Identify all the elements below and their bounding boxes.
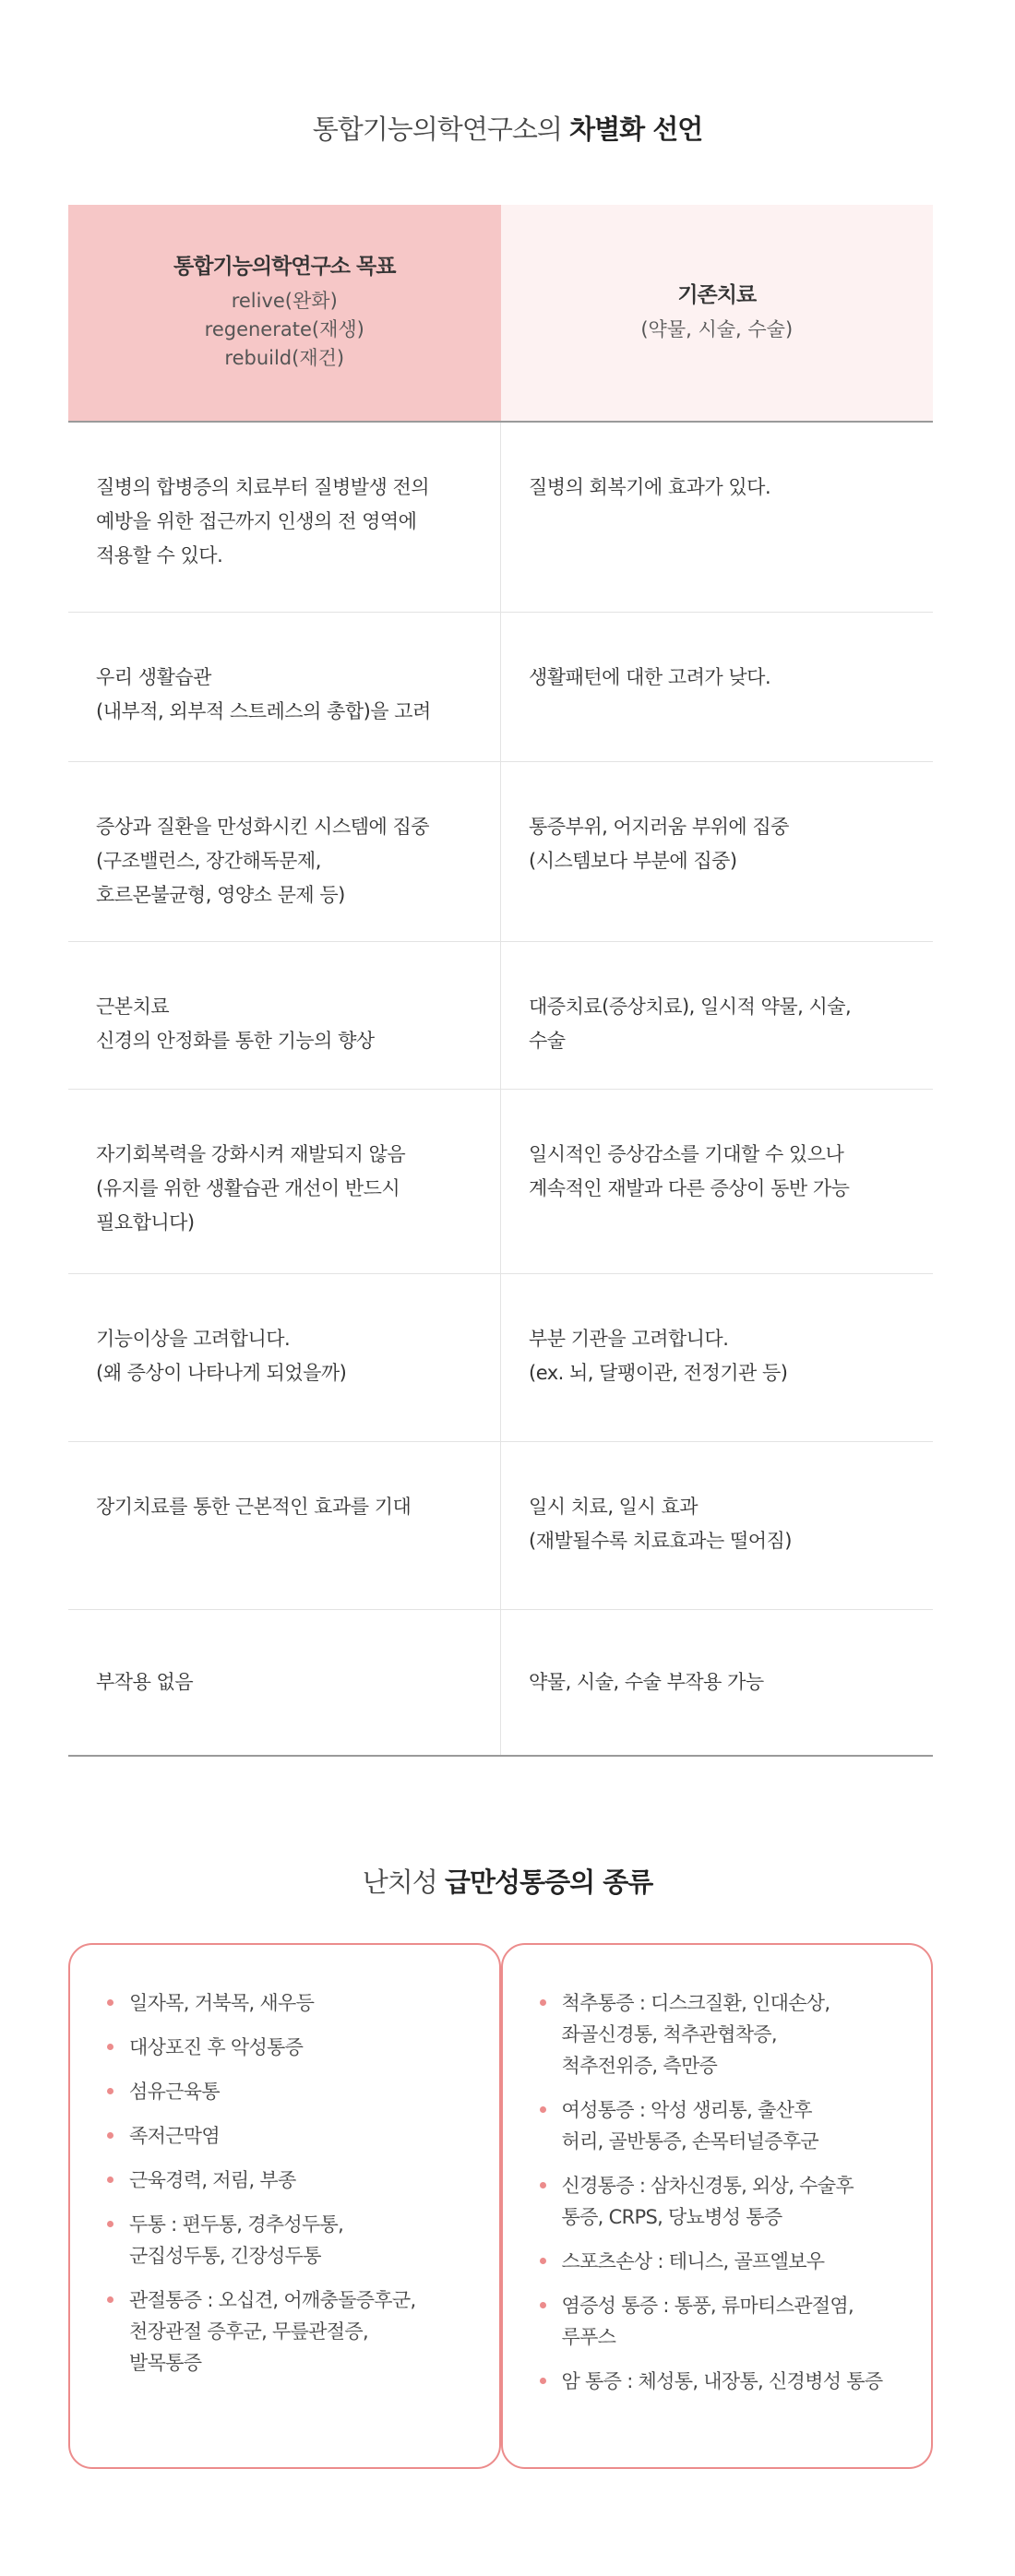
list-item-text: 대상포진 후 악성통증: [129, 2036, 304, 2058]
row-cell-conventional: 통증부위, 어지러움 부위에 집중 (시스템보다 부분에 집중): [529, 816, 789, 872]
row-cell-institute: 장기치료를 통한 근본적인 효과를 기대: [68, 1442, 501, 1609]
header-cell-institute-goal: [68, 205, 501, 421]
bullet-dot-icon: [540, 1999, 546, 2006]
section-title-prefix: 통합기능의학연구소의: [312, 113, 570, 145]
table-row: [68, 762, 933, 942]
list-item-text: 스포츠손상 : 테니스, 골프엘보우: [561, 2250, 825, 2272]
pain-types-box-left: [68, 1943, 501, 2469]
header-title: 기존치료: [677, 283, 757, 307]
table-row: [68, 613, 933, 762]
list-item-text: 일자목, 거북목, 새우등: [129, 1992, 315, 2014]
table-row: [68, 942, 933, 1090]
row-cell-institute: 자기회복력을 강화시켜 재발되지 않음 (유지를 위한 생활습관 개선이 반드시 필요합니다): [68, 1090, 501, 1273]
bullet-dot-icon: [540, 2182, 546, 2188]
list-item: [107, 2032, 481, 2063]
row-cell-conventional: 일시 치료, 일시 효과 (재발될수록 치료효과는 떨어짐): [529, 1496, 792, 1552]
pain-types-list: [107, 1987, 481, 2379]
list-item: [107, 1987, 481, 2019]
pain-types-list: [540, 1987, 914, 2397]
row-cell-conventional: 부분 기관을 고려합니다. (ex. 뇌, 달팽이관, 전정기관 등): [529, 1328, 788, 1384]
bullet-dot-icon: [540, 2302, 546, 2308]
comparison-table: [68, 205, 933, 1757]
list-item-text: 암 통증 : 체성통, 내장통, 신경병성 통증: [561, 2370, 883, 2392]
pain-types-box-right: [501, 1943, 934, 2469]
section-title-differentiation: [0, 109, 1015, 147]
list-item: [540, 1987, 914, 2081]
bullet-dot-icon: [107, 2296, 113, 2303]
bullet-dot-icon: [540, 2106, 546, 2113]
table-row: [68, 1274, 933, 1442]
list-item: [107, 2120, 481, 2152]
row-cell-institute: 근본치료 신경의 안정화를 통한 기능의 향상: [68, 942, 501, 1089]
row-cell-institute: 부작용 없음: [68, 1610, 501, 1755]
list-item: [540, 2246, 914, 2277]
list-item-text: 섬유근육통: [129, 2081, 220, 2103]
bullet-dot-icon: [107, 2044, 113, 2050]
header-line: relive(완화): [231, 290, 338, 312]
list-item-text: 족저근막염: [129, 2125, 220, 2147]
section-title-prefix: 난치성: [362, 1866, 446, 1898]
comparison-table-header: [68, 205, 933, 423]
list-item: [540, 2290, 914, 2353]
list-item: [107, 2165, 481, 2196]
header-line: rebuild(재건): [224, 347, 345, 369]
list-item-text: 신경통증 : 삼차신경통, 외상, 수술후 통증, CRPS, 당뇨병성 통증: [561, 2175, 854, 2228]
table-row: [68, 1442, 933, 1610]
header-line: (약물, 시술, 수술): [640, 318, 794, 340]
bullet-dot-icon: [107, 2132, 113, 2139]
bullet-dot-icon: [107, 2176, 113, 2183]
row-cell-institute: 기능이상을 고려합니다. (왜 증상이 나타나게 되었을까): [68, 1274, 501, 1441]
list-item-text: 여성통증 : 악성 생리통, 출산후 허리, 골반통증, 손목터널증후군: [561, 2099, 819, 2153]
section-title-bold: 차별화 선언: [569, 113, 703, 145]
list-item: [540, 2366, 914, 2397]
list-item-text: 척추통증 : 디스크질환, 인대손상, 좌골신경통, 척추관협착증, 척추전위증, 측만증: [561, 1992, 830, 2077]
table-row: [68, 1610, 933, 1757]
bullet-dot-icon: [107, 2088, 113, 2094]
list-item: [107, 2284, 481, 2379]
list-item: [540, 2094, 914, 2157]
row-cell-institute: 증상과 질환을 만성화시킨 시스템에 집중 (구조밸런스, 장간해독문제, 호르몬불균형, 영양소 문제 등): [68, 762, 501, 941]
row-cell-institute: 우리 생활습관 (내부적, 외부적 스트레스의 총합)을 고려: [68, 613, 501, 761]
header-title: 통합기능의학연구소 목표: [173, 255, 396, 279]
row-cell-conventional: 일시적인 증상감소를 기대할 수 있으나 계속적인 재발과 다른 증상이 동반 가능: [529, 1143, 850, 1199]
row-cell-institute: 질병의 합병증의 치료부터 질병발생 전의 예방을 위한 접근까지 인생의 전 영역에 적용할 수 있다.: [68, 423, 501, 612]
row-cell-conventional: 대증치료(증상치료), 일시적 약물, 시술, 수술: [529, 996, 852, 1052]
section-title-bold: 급만성통증의 종류: [445, 1866, 653, 1898]
row-cell-conventional: 약물, 시술, 수술 부작용 가능: [529, 1671, 764, 1693]
pain-types-panel: [68, 1943, 933, 2469]
table-row: [68, 1090, 933, 1274]
list-item-text: 관절통증 : 오십견, 어깨충돌증후군, 천장관절 증후군, 무릎관절증, 발목통증: [129, 2289, 416, 2374]
list-item-text: 근육경력, 저림, 부종: [129, 2169, 296, 2191]
list-item: [540, 2170, 914, 2233]
header-cell-conventional-treatment: [501, 205, 934, 421]
bullet-dot-icon: [107, 1999, 113, 2006]
bullet-dot-icon: [540, 2378, 546, 2384]
bullet-dot-icon: [107, 2221, 113, 2227]
list-item-text: 염증성 통증 : 통풍, 류마티스관절염, 루푸스: [561, 2295, 854, 2348]
bullet-dot-icon: [540, 2258, 546, 2264]
list-item-text: 두통 : 편두통, 경추성두통, 군집성두통, 긴장성두통: [129, 2213, 344, 2267]
table-row: [68, 423, 933, 613]
section-title-pain-types: [0, 1862, 1015, 1900]
list-item: [107, 2076, 481, 2107]
row-cell-conventional: 생활패턴에 대한 고려가 낮다.: [529, 666, 771, 688]
row-cell-conventional: 질병의 회복기에 효과가 있다.: [529, 476, 771, 498]
header-line: regenerate(재생): [204, 318, 364, 340]
list-item: [107, 2209, 481, 2272]
